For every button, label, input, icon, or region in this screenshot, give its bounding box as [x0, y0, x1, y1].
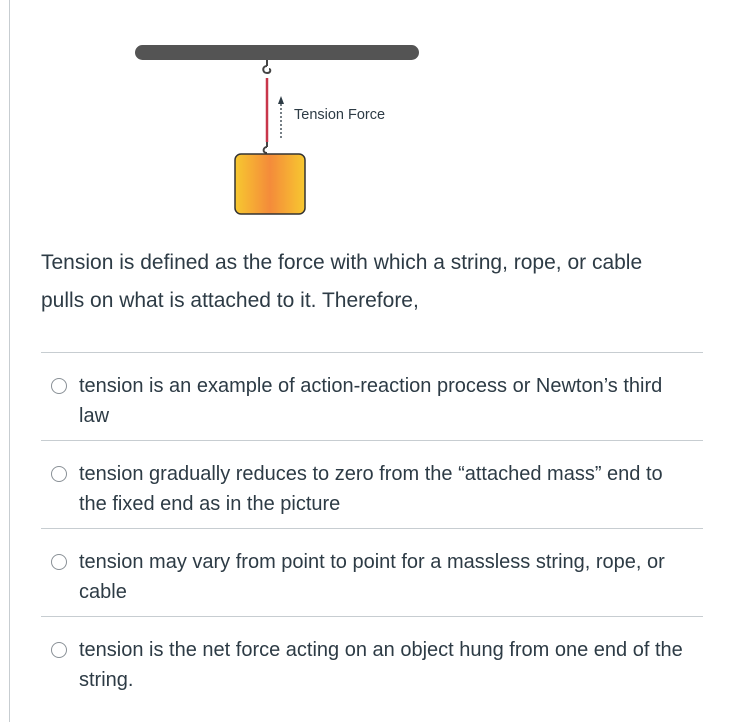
answer-option-label: tension may vary from point to point for a massless string, rope, or cable	[79, 551, 665, 603]
answer-option-label: tension gradually reduces to zero from the “attached mass” end to the fixed end as in the picture	[79, 463, 663, 515]
answer-option-label: tension is the net force acting on an object hung from one end of the string.	[79, 639, 683, 691]
tension-arrow-head	[278, 96, 284, 104]
question-text: Tension is defined as the force with which a string, rope, or cable pulls on what is attached to it. Therefore,	[41, 251, 643, 312]
tension-force-label: Tension Force	[294, 107, 386, 123]
radio-button-icon[interactable]	[51, 378, 67, 394]
answer-options	[41, 352, 703, 722]
top-hook-icon	[263, 60, 270, 73]
answer-option-label: tension is an example of action-reaction process or Newton’s third law	[79, 375, 663, 427]
answer-option-3[interactable]	[41, 528, 703, 616]
radio-button-icon[interactable]	[51, 466, 67, 482]
answer-option-1[interactable]	[41, 352, 703, 440]
answer-option-4[interactable]	[41, 616, 703, 722]
ceiling-beam	[135, 45, 419, 60]
radio-button-icon[interactable]	[51, 554, 67, 570]
answer-option-2[interactable]	[41, 440, 703, 528]
bottom-hook-icon	[264, 142, 267, 153]
radio-button-icon[interactable]	[51, 642, 67, 658]
hanging-block	[235, 154, 305, 214]
